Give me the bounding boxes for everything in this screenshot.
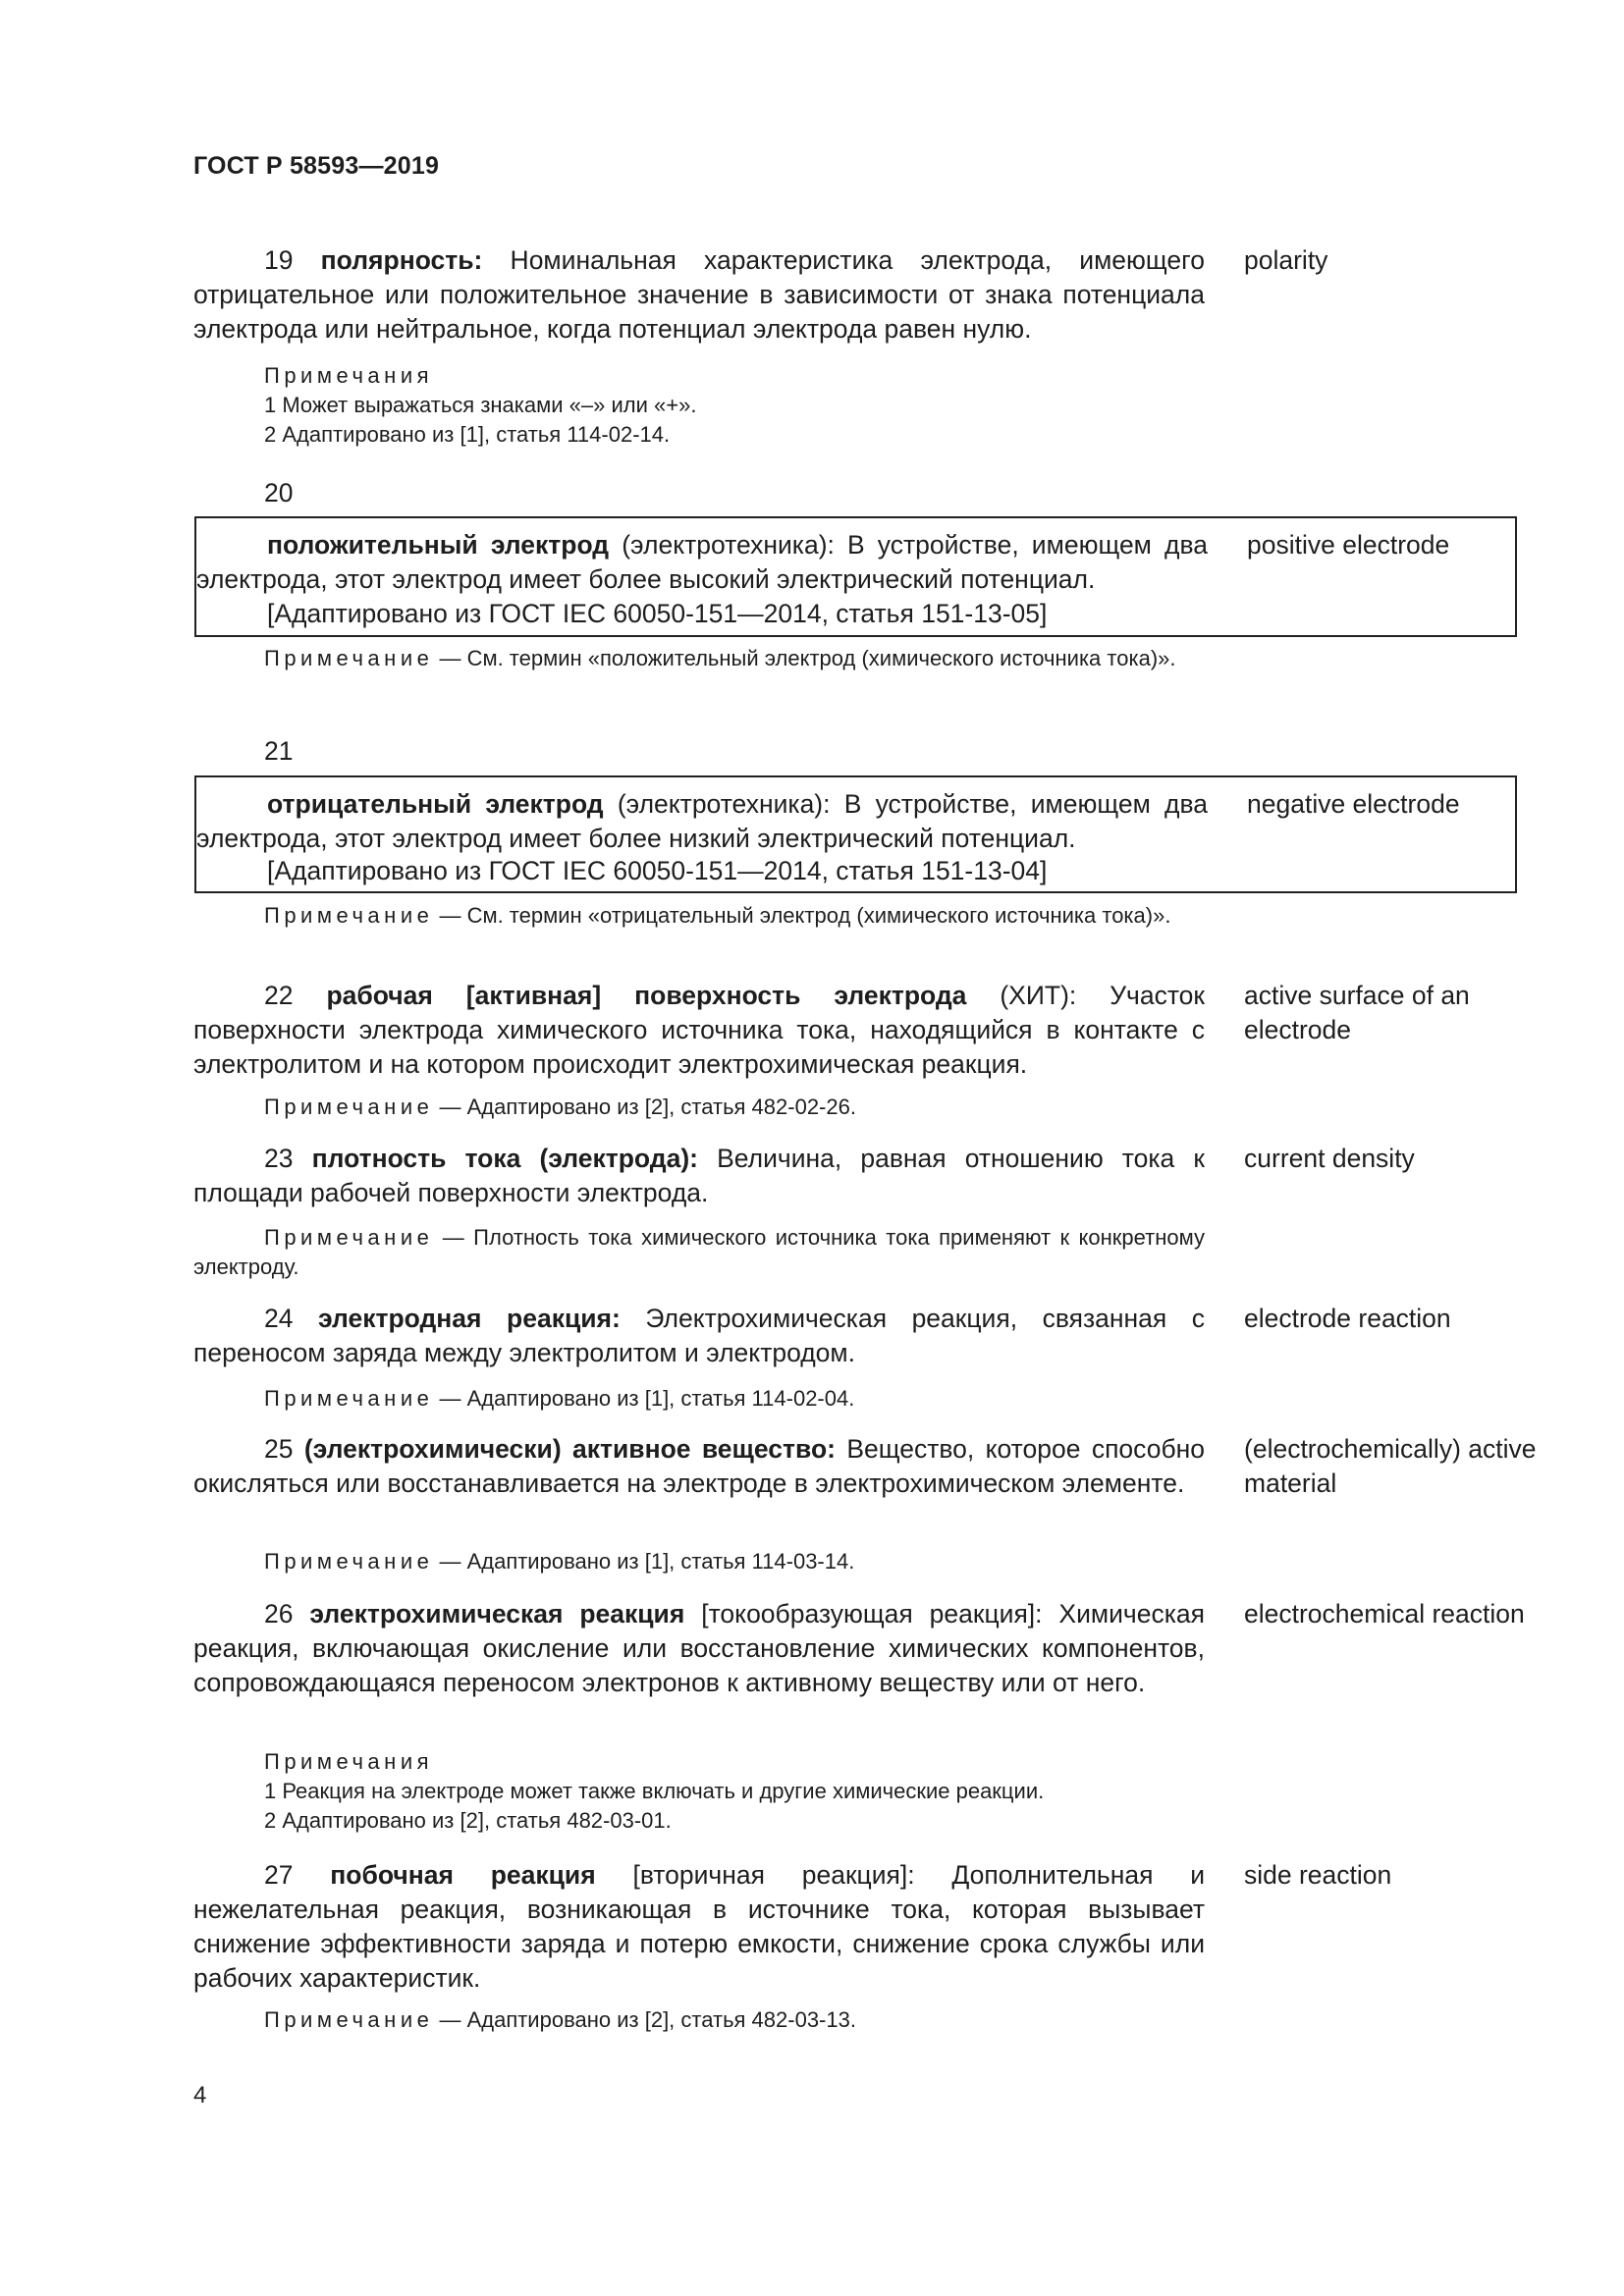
note-heading: Примечания [264, 363, 434, 388]
note-text: Примечание — Адаптировано из [2], статья 482-02-26. [264, 1095, 856, 1119]
term-english: electrochemical reaction [1244, 1599, 1525, 1629]
term-definition: 26 электрохимическая реакция [токообразующая реакция]: Химическая реакция, включающая окисление или восстановление химических компонентов, сопровождающаяся переносом электронов к активному веществу или от него. [193, 1599, 1205, 1697]
term-english: polarity [1244, 245, 1328, 275]
term-definition: 25 (электрохимически) активное вещество: Вещество, которое способно окисляться или восстанавливается на электроде в электрохимическом элементе. [193, 1434, 1205, 1498]
note-heading: Примечания [264, 1749, 434, 1774]
term-definition: положительный электрод (электротехника): В устройстве, имеющем два электрода, этот электрод имеет более высокий электрический потенциал. [196, 530, 1208, 594]
term-definition: 23 плотность тока (электрода): Величина, равная отношению тока к площади рабочей поверхности электрода. [193, 1144, 1205, 1207]
term-name: (электрохимически) активное вещество: [303, 1434, 836, 1464]
term-box-20 [194, 516, 1517, 637]
term-definition: 22 рабочая [активная] поверхность электрода (ХИТ): Участок поверхности электрода химического источника тока, находящийся в контакте с электролитом и на котором происходит электрохимическая реакция. [193, 981, 1206, 1079]
term-definition: отрицательный электрод (электротехника): В устройстве, имеющем два электрода, этот электрод имеет более низкий электрический потенциал. [196, 789, 1208, 853]
term-english: active surface of an electrode [1244, 981, 1470, 1044]
term-name: отрицательный электрод [267, 789, 604, 819]
note-text: Примечание — Адаптировано из [1], статья 114-03-14. [264, 1549, 855, 1574]
term-name: электрохимическая реакция [309, 1599, 685, 1629]
document-header: ГОСТ Р 58593—2019 [193, 152, 440, 180]
note-line: 2 Адаптировано из [2], статья 482-03-01. [264, 1808, 672, 1833]
note-text: Примечание — Адаптировано из [1], статья 114-02-04. [264, 1386, 855, 1411]
term-english: side reaction [1244, 1860, 1392, 1890]
term-name: электродная реакция: [318, 1304, 621, 1333]
term-definition: 24 электродная реакция: Электрохимическая реакция, связанная с переносом заряда между электролитом и электродом. [193, 1304, 1205, 1367]
term-name: плотность тока (электрода): [311, 1144, 698, 1173]
term-name: побочная реакция [330, 1860, 596, 1890]
note-text: Примечание — Плотность тока химического источника тока применяют к конкретному электроду. [193, 1225, 1205, 1279]
term-english: negative electrode [1247, 789, 1460, 819]
term-name: рабочая [активная] поверхность электрода [326, 981, 967, 1010]
note-line: 1 Может выражаться знаками «–» или «+». [264, 393, 697, 417]
term-source: [Адаптировано из ГОСТ IEC 60050-151—2014, статья 151-13-05] [267, 599, 1048, 628]
note-text: Примечание — Адаптировано из [2], статья 482-03-13. [264, 2007, 856, 2032]
term-box-21 [194, 775, 1517, 893]
term-name: положительный электрод [267, 530, 610, 560]
term-definition: 19 полярность: Номинальная характеристика электрода, имеющего отрицательное или положительное значение в зависимости от знака потенциала электрода или нейтральное, когда потенциал электрода равен нулю. [193, 245, 1205, 344]
note-text: Примечание — См. термин «отрицательный электрод (химического источника тока)». [264, 903, 1171, 928]
term-source: [Адаптировано из ГОСТ IEC 60050-151—2014, статья 151-13-04] [267, 856, 1048, 885]
page-number: 4 [193, 2082, 207, 2109]
term-english: positive electrode [1247, 530, 1450, 560]
term-definition: 27 побочная реакция [вторичная реакция]: Дополнительная и нежелательная реакция, возникающая в источнике тока, которая вызывает снижение эффективности заряда и потерю емкости, снижение срока службы или рабочих характеристик. [193, 1860, 1206, 1993]
note-line: 2 Адаптировано из [1], статья 114-02-14. [264, 422, 671, 447]
term-english: electrode reaction [1244, 1304, 1451, 1333]
term-english: (electrochemically) active material [1244, 1434, 1537, 1498]
note-text: Примечание — См. термин «положительный электрод (химического источника тока)». [264, 646, 1176, 670]
note-line: 1 Реакция на электроде может также включать и другие химические реакции. [264, 1779, 1045, 1803]
term-name: полярность: [320, 245, 483, 275]
term-english: current density [1244, 1144, 1415, 1173]
